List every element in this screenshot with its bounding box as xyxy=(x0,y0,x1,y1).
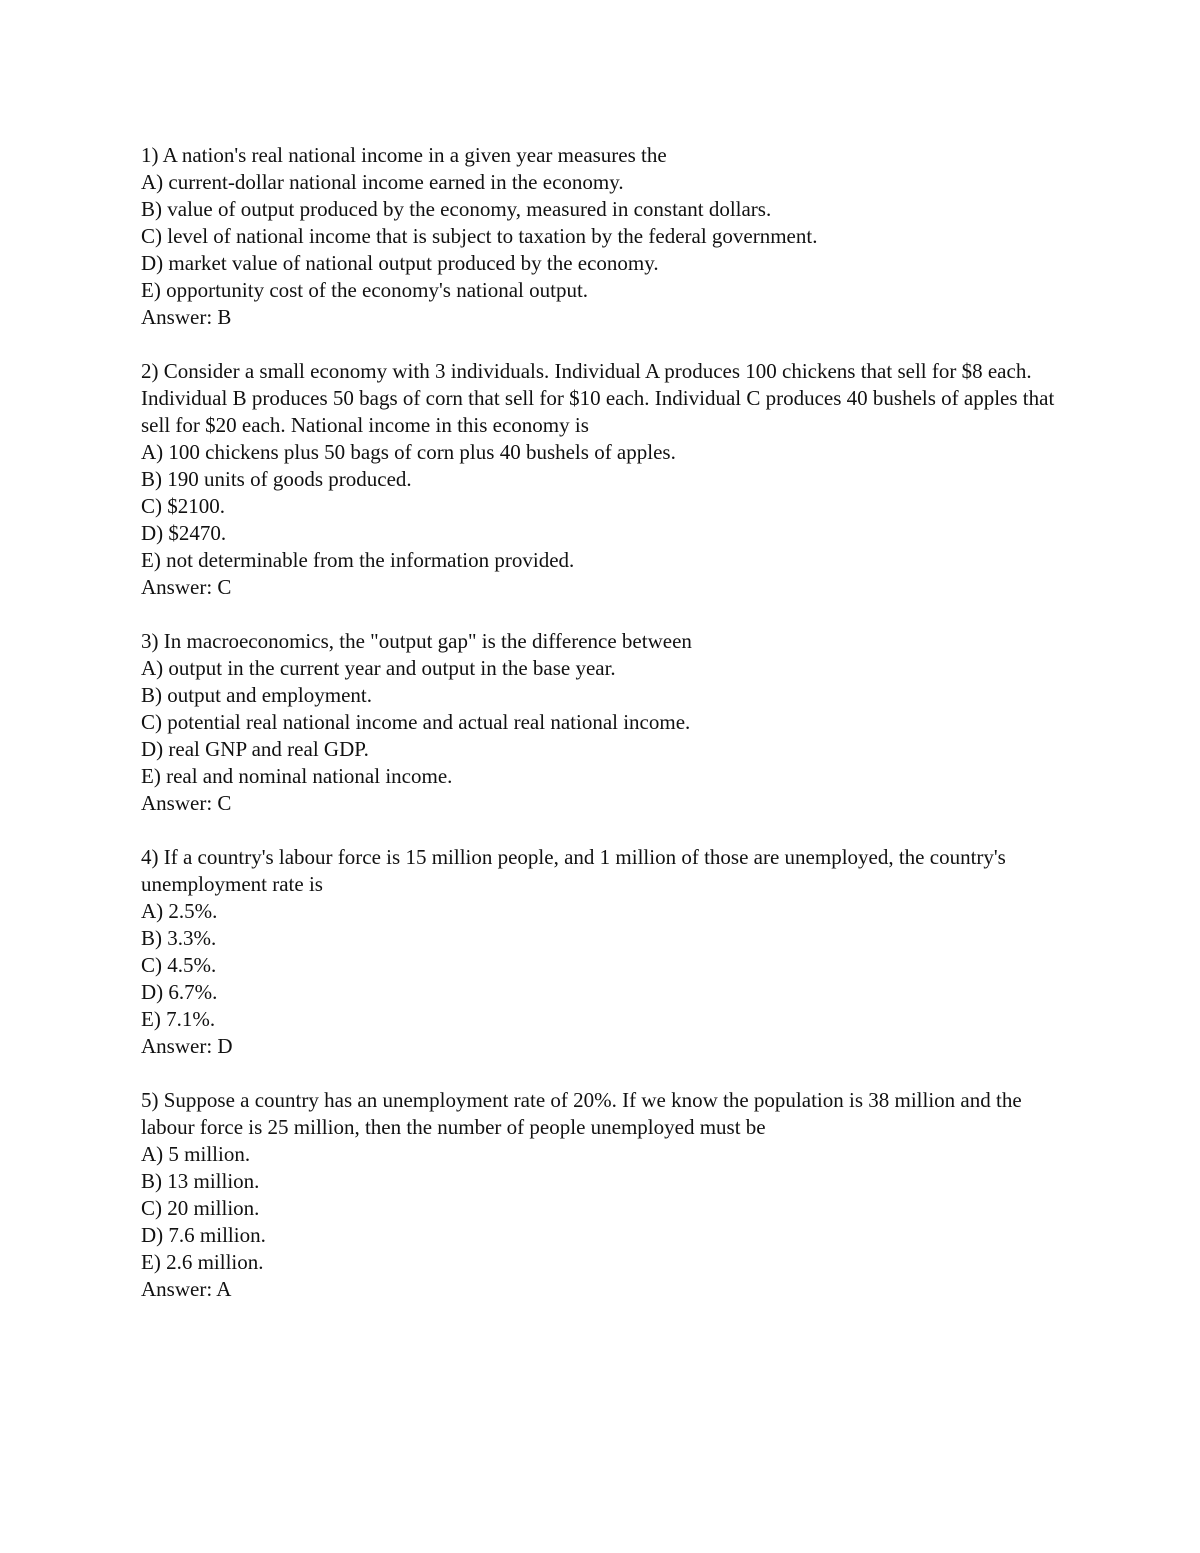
answer-line: Answer: B xyxy=(141,305,232,329)
option-a: A) current-dollar national income earned in the economy. xyxy=(141,170,624,194)
option-e: E) 7.1%. xyxy=(141,1007,216,1031)
option-b: B) value of output produced by the economy, measured in constant dollars. xyxy=(141,197,772,221)
option-a: A) 2.5%. xyxy=(141,899,218,923)
option-e: E) 2.6 million. xyxy=(141,1250,264,1274)
option-e: E) opportunity cost of the economy's national output. xyxy=(141,278,589,302)
option-c: C) $2100. xyxy=(141,494,225,518)
answer-line: Answer: A xyxy=(141,1277,232,1301)
question-stem: 1) A nation's real national income in a given year measures the xyxy=(141,143,667,167)
option-b: B) 3.3%. xyxy=(141,926,217,950)
option-b: B) 190 units of goods produced. xyxy=(141,467,412,491)
option-d: D) real GNP and real GDP. xyxy=(141,737,369,761)
option-c: C) level of national income that is subject to taxation by the federal government. xyxy=(141,224,818,248)
option-b: B) output and employment. xyxy=(141,683,372,707)
answer-line: Answer: D xyxy=(141,1034,233,1058)
option-c: C) 20 million. xyxy=(141,1196,260,1220)
question-list xyxy=(141,142,1071,1330)
option-b: B) 13 million. xyxy=(141,1169,260,1193)
option-a: A) 100 chickens plus 50 bags of corn plus 40 bushels of apples. xyxy=(141,440,676,464)
question-4 xyxy=(141,844,1071,1060)
option-d: D) market value of national output produced by the economy. xyxy=(141,251,659,275)
option-a: A) 5 million. xyxy=(141,1142,251,1166)
question-stem: 4) If a country's labour force is 15 million people, and 1 million of those are unemployed, the country's unemployment rate is xyxy=(141,845,1006,896)
question-stem: 3) In macroeconomics, the "output gap" is the difference between xyxy=(141,629,692,653)
question-stem: 2) Consider a small economy with 3 individuals. Individual A produces 100 chickens that sell for $8 each. Individual B produces 50 bags of corn that sell for $10 each. Individual C produces 40 bushels of apples that sell for $20 each. National income in this economy is xyxy=(141,359,1055,437)
option-e: E) real and nominal national income. xyxy=(141,764,453,788)
question-stem: 5) Suppose a country has an unemployment rate of 20%. If we know the population is 38 million and the labour force is 25 million, then the number of people unemployed must be xyxy=(141,1088,1022,1139)
question-1 xyxy=(141,142,1071,331)
option-d: D) 6.7%. xyxy=(141,980,218,1004)
option-a: A) output in the current year and output in the base year. xyxy=(141,656,616,680)
answer-line: Answer: C xyxy=(141,791,232,815)
option-c: C) potential real national income and actual real national income. xyxy=(141,710,691,734)
option-d: D) $2470. xyxy=(141,521,227,545)
option-c: C) 4.5%. xyxy=(141,953,217,977)
question-2 xyxy=(141,358,1071,601)
option-d: D) 7.6 million. xyxy=(141,1223,266,1247)
option-e: E) not determinable from the information provided. xyxy=(141,548,575,572)
question-5 xyxy=(141,1087,1071,1303)
answer-line: Answer: C xyxy=(141,575,232,599)
question-3 xyxy=(141,628,1071,817)
